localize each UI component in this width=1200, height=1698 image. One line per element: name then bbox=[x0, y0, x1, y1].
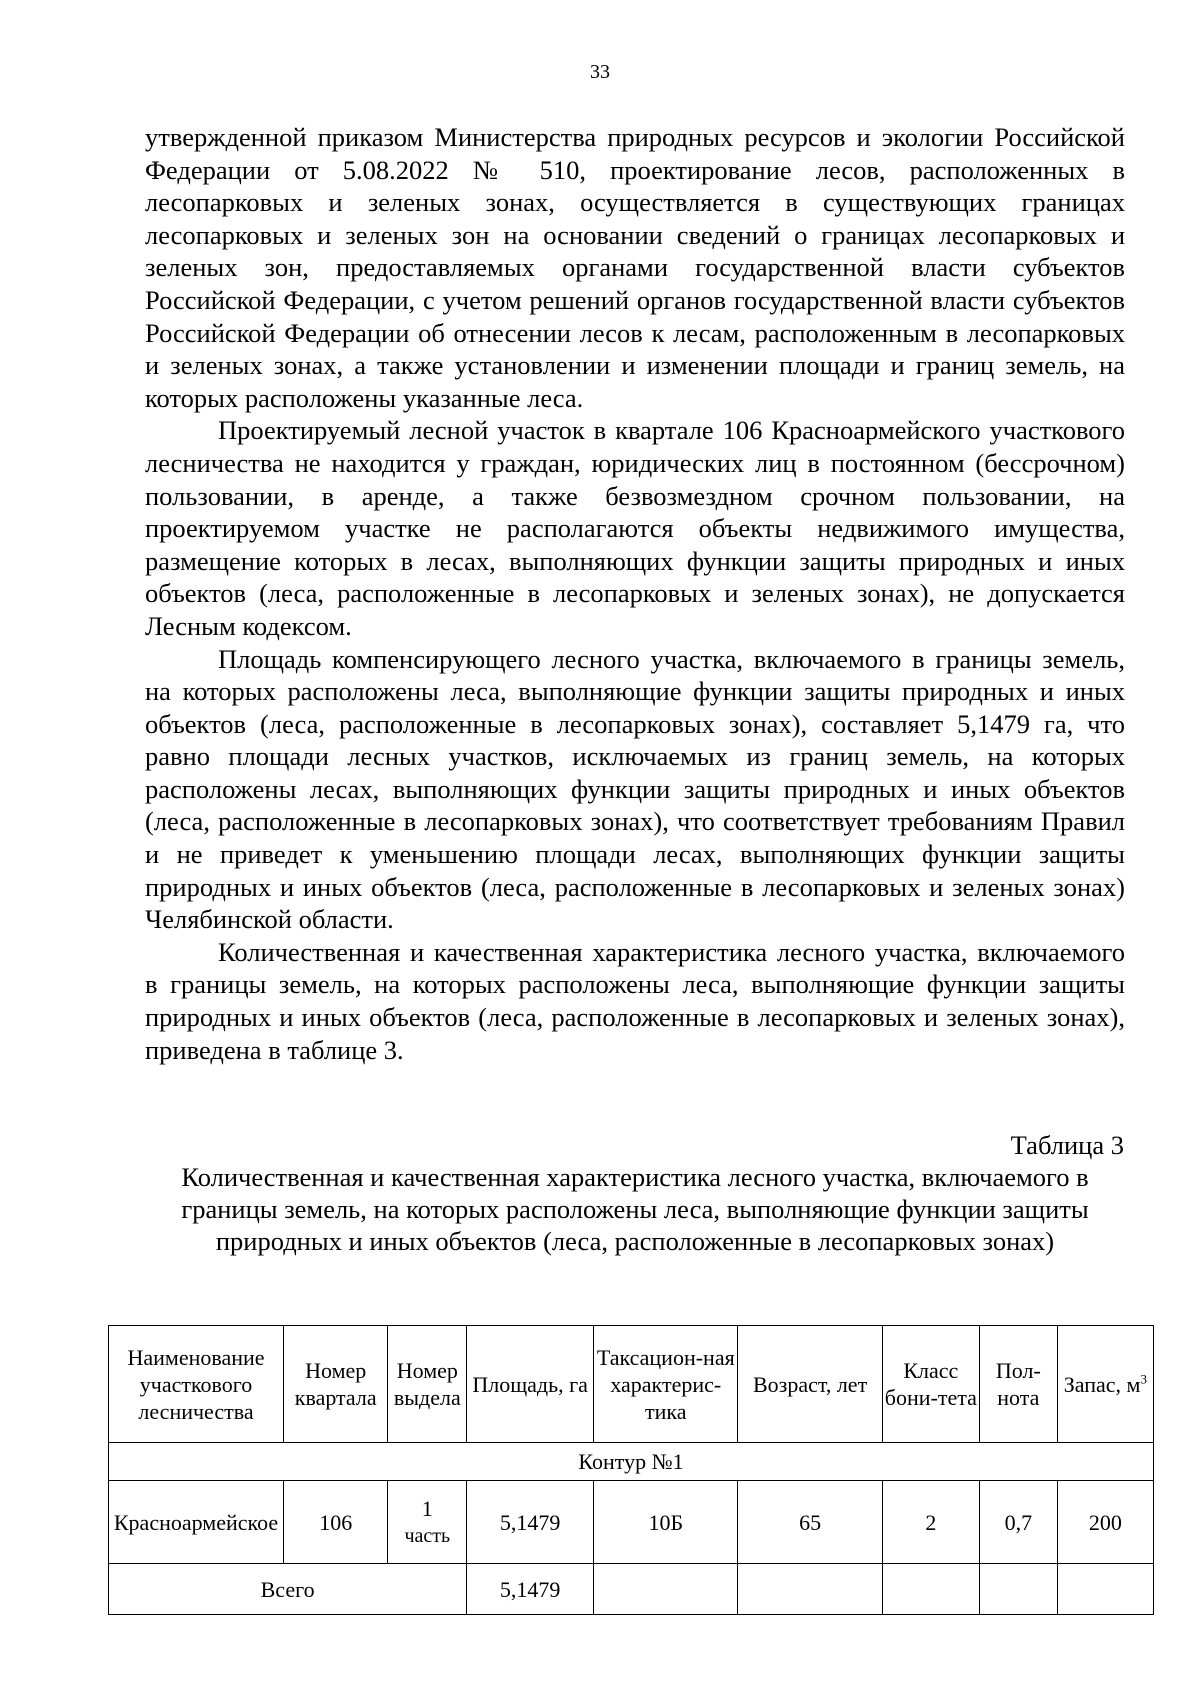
paragraph-2: Проектируемый лесной участок в квартале 106 Красноармейского участкового лесничества не находится у граждан, юридических лиц в постоянном (бессрочном) пользовании, в аренде, а также безвозмездном срочном пользовании, на проектируемом участке не располагаются объекты недвижимого имущества, размещение которых в лесах, выполняющих функции защиты природных и иных объектов (леса, расположенные в лесопарковых и зеленых зонах), не допускается Лесным кодексом. bbox=[145, 415, 1125, 641]
table-header-row bbox=[109, 1326, 1154, 1443]
contour-label: Контур №1 bbox=[109, 1443, 1154, 1481]
cell-bonitet: 2 bbox=[882, 1481, 979, 1564]
header-stock-label: Запас, м bbox=[1063, 1371, 1141, 1397]
total-area: 5,1479 bbox=[467, 1564, 594, 1615]
header-bonitet: Класс бони-тета bbox=[882, 1326, 979, 1443]
cell-allotment-part: часть bbox=[404, 1525, 451, 1547]
paragraph-3: Площадь компенсирующего лесного участка, включаемого в границы земель, на которых расположены леса, выполняющие функции защиты природных и иных объектов (леса, расположенные в лесопарковых зонах), составляет 5,1479 га, что равно площади лесных участков, исключаемых из границ земель, на которых расположены лесах, выполняющих функции защиты природных и иных объектов (леса, расположенные в лесопарковых зонах), что соответствует требованиям Правил и не приведет к уменьшению площади лесах, выполняющих функции защиты природных и иных объектов (леса, расположенные в лесопарковых и зеленых зонах) Челябинской области. bbox=[145, 643, 1125, 935]
total-empty-taxation bbox=[594, 1564, 738, 1615]
total-empty-age bbox=[738, 1564, 882, 1615]
header-quarter: Номер квартала bbox=[284, 1326, 388, 1443]
cell-allotment bbox=[388, 1481, 467, 1564]
header-forestry: Наименование участкового лесничества bbox=[109, 1326, 284, 1443]
contour-row bbox=[109, 1443, 1154, 1481]
total-label: Всего bbox=[109, 1564, 467, 1615]
page-number: 33 bbox=[590, 61, 610, 83]
total-empty-bonitet bbox=[882, 1564, 979, 1615]
cell-area: 5,1479 bbox=[467, 1481, 594, 1564]
cell-taxation: 10Б bbox=[594, 1481, 738, 1564]
header-allotment: Номер выдела bbox=[388, 1326, 467, 1443]
table-title: Количественная и качественная характеристика лесного участка, включаемого в границы земель, на которых расположены леса, выполняющие функции защиты природных и иных объектов (леса, расположенные в лесопарковых зонах) bbox=[181, 1162, 1089, 1256]
header-density: Пол-нота bbox=[979, 1326, 1057, 1443]
paragraph-1: утвержденной приказом Министерства природных ресурсов и экологии Российской Федерации от 5.08.2022 № 510, проектирование лесов, расположенных в лесопарковых и зеленых зонах, осуществляется в существующих границах лесопарковых и зеленых зон на основании сведений о границах лесопарковых и зеленых зон, предоставляемых органами государственной власти субъектов Российской Федерации, с учетом решений органов государственной власти субъектов Российской Федерации об отнесении лесов к лесам, расположенным в лесопарковых и зеленых зонах, а также установлении и изменении площади и границ земель, на которых расположены указанные леса. bbox=[145, 122, 1125, 413]
cell-density: 0,7 bbox=[979, 1481, 1057, 1564]
table-caption: Таблица 3 bbox=[1010, 1130, 1124, 1160]
cell-age: 65 bbox=[738, 1481, 882, 1564]
header-stock bbox=[1057, 1326, 1153, 1443]
header-age: Возраст, лет bbox=[738, 1326, 882, 1443]
cell-allotment-number: 1 bbox=[421, 1496, 433, 1521]
paragraph-4: Количественная и качественная характеристика лесного участка, включаемого в границы земель, на которых расположены леса, выполняющие функции защиты природных и иных объектов (леса, расположенные в лесопарковых и зеленых зонах), приведена в таблице 3. bbox=[145, 936, 1125, 1065]
cell-stock: 200 bbox=[1057, 1481, 1153, 1564]
forest-plot-table bbox=[108, 1325, 1154, 1615]
total-empty-stock bbox=[1057, 1564, 1153, 1615]
table-row bbox=[109, 1481, 1154, 1564]
total-empty-density bbox=[979, 1564, 1057, 1615]
header-taxation: Таксацион-ная характерис-тика bbox=[594, 1326, 738, 1443]
header-area: Площадь, га bbox=[467, 1326, 594, 1443]
cell-quarter: 106 bbox=[284, 1481, 388, 1564]
header-stock-sup: 3 bbox=[1140, 1371, 1147, 1387]
body-text bbox=[145, 121, 1125, 1066]
cell-forestry: Красноармейское bbox=[109, 1481, 284, 1564]
total-row bbox=[109, 1564, 1154, 1615]
